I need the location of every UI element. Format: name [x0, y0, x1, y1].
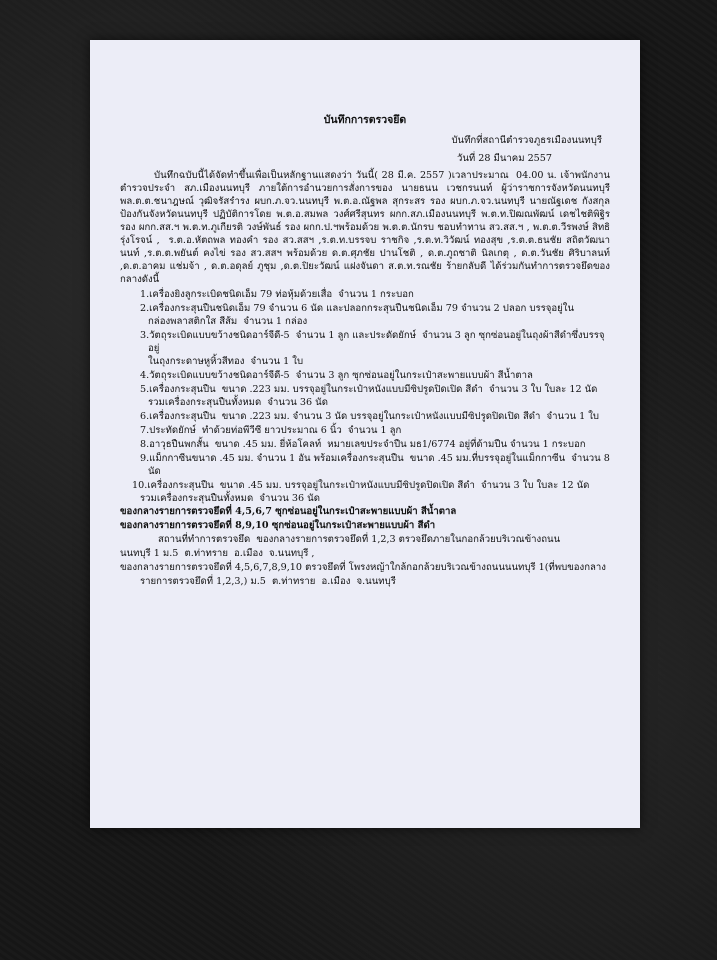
item-text: 9.แม็กกาซีนขนาด .45 มม. จำนวน 1 อัน พร้อมเครื่องกระสุนปืน ขนาด .45 มม.ที่บรรจุอยู่ในแม็กกาซีน จำนวน 8 นัด	[140, 452, 613, 477]
item-text: 5.เครื่องกระสุนปืน ขนาด .223 มม. บรรจุอยู่ในกระเป๋าหนังแบบมีซิปรูดปิดเปิด สีดำ จำนวน 3 ใบ ใบละ 12 นัด	[140, 384, 598, 395]
item-text: 6.เครื่องกระสุนปืน ขนาด .223 มม. จำนวน 3 นัด บรรจุอยู่ในกระเป๋าหนังแบบมีซิปรูดปิดเปิด สีดำ จำนวน 1 ใบ	[140, 410, 600, 422]
list-item	[120, 289, 610, 302]
list-item	[120, 439, 610, 452]
list-item	[120, 330, 610, 369]
intro-paragraph: บันทึกฉบับนี้ได้จัดทำขึ้นเพื่อเป็นหลักฐานแสดงว่า วันนี้( 28 มี.ค. 2557 )เวลาประมาณ 04.00 น. เจ้าพนักงานตำรวจประจำ สภ.เมืองนนทบุรี ภายใต้การอำนวยการสั่งการของ นายธนน เวชกรนนท์ ผู้ว่าราชการจังหวัดนนทบุรี พล.ต.ต.ชนาฎษณ์ วุฒิจรัสรำรง ผบก.ภ.จว.นนทบุรี พ.ต.อ.ณัฐพล สุกระสร รอง ผบก.ภ.จว.นนทบุรี นายณัฐเดช กังสกุล ป้องกันจังหวัดนนทบุรี ปฏิบัติการโดย พ.ต.อ.สมพล วงศ์ศรีสุนทร ผกก.สภ.เมืองนนทบุรี พ.ต.ท.ปิฒณพัฒน์ เดชไชติพิฐิร รอง ผกก.สส.ฯ พ.ต.ท.ภูเกียรติ วงษ์พันธ์ รอง ผกก.ป.ฯพร้อมด้วย พ.ต.ต.นักรบ ชอบทำทาน สว.สส.ฯ , พ.ต.ต.วีรพงษ์ สิทธิรุ่งโรจน์ , ร.ต.อ.หัตถพล ทองคำ รอง สว.สสฯ ,ร.ต.ท.บรรจบ ราชกิจ ,ร.ต.ท.วิวัฒน์ ทองสุข ,ร.ต.ต.ธนชัย สถิตวัฒนานนท์ ,ร.ต.ต.พยันต์ คงไข่ รอง สว.สสฯ พร้อมด้วย ด.ต.ศุภชัย ปานโชติ , ด.ต.ภูถชาติ นิลเกตุ , ด.ต.วันชัย ศิริบาลนท์ ,ด.ต.อาคม แช่มจ้า , ด.ต.อดุลย์ ภูชุม ,ด.ต.ปิยะวัฒน์ แฝงจันดา ส.ต.ท.รณชัย ร้ายกลับดี ได้ร่วมกันทำการตรวจยึดของกลางดังนี้	[120, 170, 614, 285]
document-title: บันทึกการตรวจยึด	[323, 114, 407, 126]
item-text: 10.เครื่องกระสุนปืน ขนาด .45 มม. บรรจุอยู่ในกระเป๋าหนังแบบมีซิปรูดปิดเปิด สีดำ จำนวน 3 ใบ ใบละ 12 นัด	[132, 479, 590, 491]
list-item	[120, 303, 610, 329]
item-subtext: กล่องพลาสติกใส สีส้ม จำนวน 1 กล่อง	[148, 316, 308, 328]
list-item	[120, 480, 610, 506]
item-subtext: ในถุงกระดาษหูหิ้วสีทอง จำนวน 1 ใบ	[148, 356, 304, 368]
list-item	[120, 411, 610, 424]
item-text: 1.เครื่องยิงลูกระเบิดชนิดเอ็ม 79 ท่อหุ้มด้วยเสื่อ จำนวน 1 กระบอก	[140, 289, 414, 301]
document-body	[120, 170, 614, 590]
summary-line-1: ของกลางรายการตรวจยึดที่ 4,5,6,7 ซุกซ่อนอยู่ในกระเป๋าสะพายแบบผ้า สีน้ำตาล	[120, 506, 457, 518]
list-item	[120, 384, 610, 410]
list-item	[120, 370, 610, 383]
location-2-continuation: รายการตรวจยึดที่ 1,2,3,) ม.5 ต.ท่าทราย อ.เมือง จ.นนทบุรี	[140, 576, 396, 588]
summary-line-2: ของกลางรายการตรวจยึดที่ 8,9,10 ซุกซ่อนอยู่ในกระเป๋าสะพายแบบผ้า สีดำ	[120, 520, 436, 532]
document-place: บันทึกที่สถานีตำรวจภูธรเมืองนนทบุรี	[451, 135, 602, 146]
item-text: 2.เครื่องกระสุนปืนชนิดเอ็ม 79 จำนวน 6 นัด และปลอกกระสุนปืนชนิดเอ็ม 79 จำนวน 2 ปลอก บรรจุอยู่ใน	[140, 303, 575, 315]
location-continuation: นนทบุรี 1 ม.5 ต.ท่าทราย อ.เมือง จ.นนทบุรี ,	[120, 548, 315, 560]
item-subtext: รวมเครื่องกระสุนปืนทั้งหมด จำนวน 36 นัด	[140, 492, 320, 504]
seized-items-list	[120, 289, 613, 505]
list-item	[120, 425, 610, 438]
location-heading-text: สถานที่ทำการตรวจยึด ของกลางรายการตรวจยึดที่ 1,2,3 ตรวจยึดภายในกอกล้วยบริเวณข้างถนน	[158, 534, 561, 546]
item-text: 8.อาวุธปืนพกสั้น ขนาด .45 มม. ยี่ห้อโคลท์ หมายเลขประจำปืน มธ1/6774 อยู่ที่ด้ามปืน จำนวน 1 กระบอก	[140, 438, 586, 450]
item-text: 7.ประทัดยักษ์ ทำด้วยท่อพีวีซี ยาวประมาณ 6 นิ้ว จำนวน 1 ลูก	[140, 424, 402, 436]
document-page	[90, 40, 640, 828]
item-subtext: รวมเครื่องกระสุนปืนทั้งหมด จำนวน 36 นัด	[148, 396, 328, 408]
item-text: 4.วัตถุระเบิดแบบขว้างชนิดอาร์จีดี-5 จำนวน 3 ลูก ซุกซ่อนอยู่ในกระเป๋าสะพายแบบผ้า สีน้ำตาล	[140, 370, 533, 382]
list-item	[120, 452, 613, 479]
location-2: ของกลางรายการตรวจยึดที่ 4,5,6,7,8,9,10 ตรวจยึดที่ โพรงหญ้าใกล้กอกล้วยบริเวณข้างถนนนนทบุรี 1(ที่พบของกลาง	[120, 562, 606, 574]
document-date: วันที่ 28 มีนาคม 2557	[456, 153, 552, 164]
item-text: 3.วัตถุระเบิดแบบขว้างชนิดอาร์จีดี-5 จำนวน 1 ลูก และประดัดยักษ์ จำนวน 3 ลูก ซุกซ่อนอยู่ในถุงผ้าสีดำซึ่งบรรจุอยู่	[140, 330, 605, 355]
location-heading	[120, 534, 610, 547]
